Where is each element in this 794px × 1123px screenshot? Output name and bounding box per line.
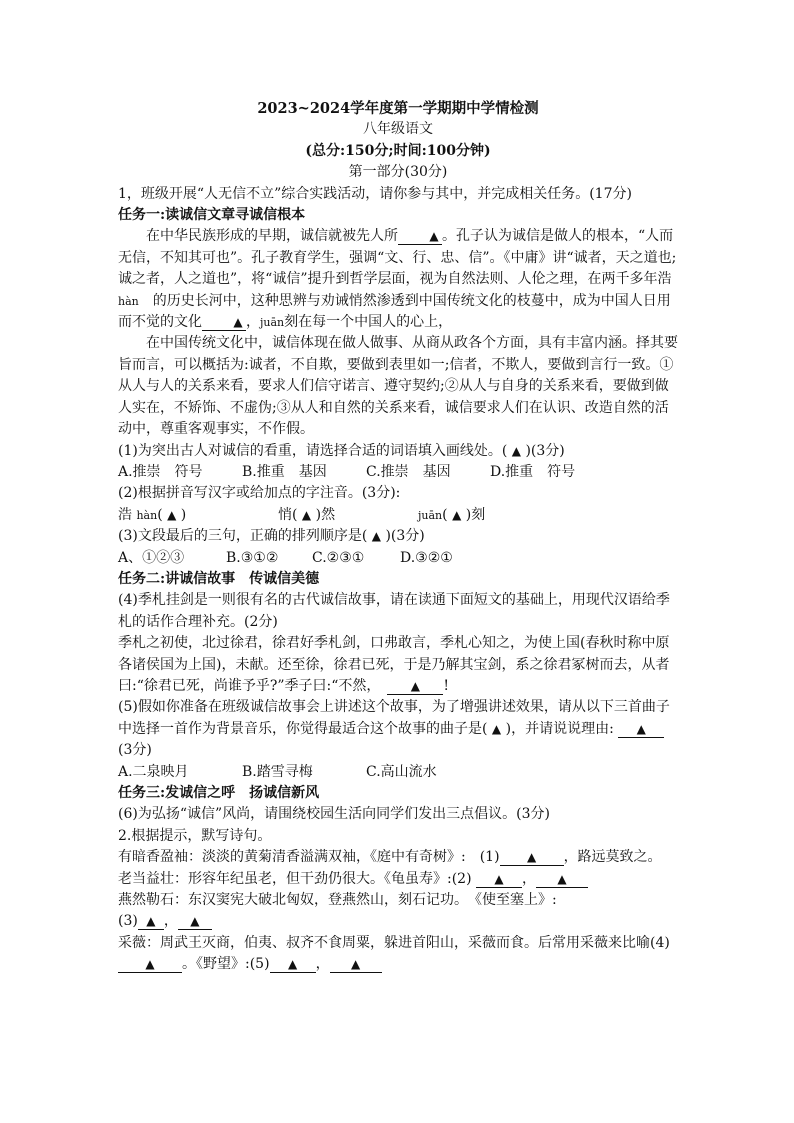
- answer-blank[interactable]: ▲: [476, 871, 522, 888]
- option-c[interactable]: C.②③①: [312, 549, 365, 566]
- answer-blank[interactable]: ▲: [330, 956, 382, 973]
- option-b[interactable]: B.踏雪寻梅: [242, 763, 313, 780]
- exam-title: 2023~2024学年度第一学期期中学情检测: [257, 100, 539, 117]
- subquestion-5: (5)假如你准备在班级诚信故事会上讲述这个故事，为了增强讲述效果，请从以下三首曲子中选择一首作为背景音乐，你觉得最适合这个故事的曲子是( ▲ )，并请说说理由: ▲ (3分): [118, 699, 670, 759]
- answer-blank[interactable]: ▲: [202, 314, 246, 331]
- part-heading: 第一部分(30分): [348, 164, 448, 181]
- answer-marker[interactable]: ▲: [491, 721, 502, 736]
- subquestion-3-options: [118, 548, 678, 569]
- poem-line-4: 采薇：周武王灭商，伯夷、叔齐不食周粟，躲进首阳山，采薇而食。后常用采薇来比喻(4)▲ 。《野望》:(5) ▲ ， ▲: [118, 934, 670, 973]
- item-juan[interactable]: juān( ▲ )刻: [418, 506, 486, 523]
- option-b[interactable]: B.推重 基因: [242, 463, 327, 480]
- answer-blank[interactable]: ▲: [536, 871, 588, 888]
- pinyin-han: hàn: [118, 294, 139, 308]
- option-c[interactable]: C.推崇 基因: [366, 463, 451, 480]
- option-d[interactable]: D.③②①: [400, 549, 453, 566]
- answer-blank[interactable]: ▲: [118, 956, 182, 973]
- task-3-title: 任务三:发诚信之呼 扬诚信新风: [118, 785, 320, 801]
- question-2-stem: 2.根据提示，默写诗句。: [118, 827, 272, 844]
- poem-line-1: 有暗香盈袖：淡淡的黄菊清香溢满双袖，《庭中有奇树》: (1) ▲ ，路远莫致之。: [118, 849, 662, 866]
- passage-paragraph-2: 在中国传统文化中，诚信体现在做人做事、从商从政各个方面，具有丰富内涵。择其要旨而言，可以概括为:诚者，不自欺，要做到表里如一;信者，不欺人，要做到言行一致。①从人与人的关系来看，要求人们信守诺言、遵守契约;②从人与自身的关系来看，要做到做人实在，不矫饰、不虚伪;③从人和自然的关系来看，诚信要求人们在认识、改造自然的活动中，尊重客观事实，不作假。: [118, 335, 678, 438]
- passage-paragraph-1: 在中华民族形成的早期，诚信就被先人所 ▲ 。孔子认为诚信是做人的根本，“人而无信，不知其可也”。孔子教育学生，强调“文、行、忠、信”。《中庸》讲“诚者，天之道也;诚之者，人之道也”，将“诚信”提升到哲学层面，视为自然法则、人伦之理，在两千多年浩 hàn 的历史长河中，这种思辨与劝诫悄然渗透到中国传统文化的枝蔓中，成为中国人日用而不觉的文化 ▲ ，juān刻在每一个中国人的心上，: [118, 228, 677, 331]
- answer-blank[interactable]: ▲: [500, 849, 564, 866]
- option-a[interactable]: A.推崇 符号: [118, 463, 203, 480]
- exam-meta: (总分:150分;时间:100分钟): [305, 142, 491, 159]
- item-han[interactable]: 浩 hàn( ▲ ): [118, 506, 187, 523]
- story-passage: 季札之初使，北过徐君，徐君好季札剑，口弗敢言，季札心知之，为使上国(春秋时称中原各诸侯国为上国)，未献。还至徐，徐君已死，于是乃解其宝剑，系之徐君冢树而去，从者曰:“徐君已死，尚谁予乎?”季子曰:“不然， ▲ !: [118, 635, 670, 694]
- exam-page: [118, 98, 678, 976]
- subquestion-3: (3)文段最后的三句，正确的排列顺序是( ▲ )(3分): [118, 528, 425, 545]
- option-b[interactable]: B.③①②: [226, 549, 279, 566]
- answer-blank[interactable]: ▲: [178, 913, 212, 930]
- answer-blank[interactable]: ▲: [270, 956, 316, 973]
- answer-blank[interactable]: ▲: [138, 913, 164, 930]
- answer-blank[interactable]: ▲: [387, 678, 443, 695]
- triangle-marker: ▲: [429, 229, 439, 244]
- option-c[interactable]: C.高山流水: [366, 763, 437, 780]
- option-a[interactable]: A.二泉映月: [118, 763, 189, 780]
- subquestion-2-items: [118, 505, 678, 526]
- poem-line-3: 燕然勒石：东汉窦宪大破北匈奴，登燕然山，刻石记功。 《使至塞上》: (3) ▲ ， ▲: [118, 892, 557, 930]
- subquestion-5-options: [118, 762, 678, 783]
- pinyin-juan: juān: [260, 316, 285, 330]
- answer-blank[interactable]: ▲: [618, 721, 664, 738]
- question-1-stem: 1，班级开展“人无信不立”综合实践活动，请你参与其中，并完成相关任务。(17分): [118, 185, 632, 202]
- subquestion-1: (1)为突出古人对诚信的看重，请选择合适的词语填入画线处。( ▲ )(3分): [118, 442, 565, 459]
- answer-marker[interactable]: ▲: [371, 529, 381, 544]
- option-a[interactable]: A、①②③: [118, 549, 185, 566]
- option-d[interactable]: D.推重 符号: [490, 463, 576, 480]
- answer-blank[interactable]: [398, 228, 442, 245]
- subquestion-2: (2)根据拼音写汉字或给加点的字注音。(3分):: [118, 485, 401, 502]
- subquestion-6: (6)为弘扬“诚信”风尚，请围绕校园生活向同学们发出三点倡议。(3分): [118, 806, 550, 823]
- exam-subject: 八年级语文: [363, 121, 433, 138]
- task-2-title: 任务二:讲诚信故事 传诚信美德: [118, 570, 320, 587]
- item-qiao[interactable]: 悄( ▲ )然: [278, 506, 336, 523]
- subquestion-1-options: [118, 462, 678, 483]
- task-1-title: 任务一:读诚信文章寻诚信根本: [118, 207, 306, 224]
- subquestion-4: (4)季札挂剑是一则很有名的古代诚信故事，请在读通下面短文的基础上，用现代汉语给季札的话作合理补充。(2分): [118, 592, 670, 630]
- poem-line-2: 老当益壮：形容年纪虽老，但干劲仍很大。《龟虽寿》:(2) ▲ ， ▲: [118, 869, 678, 890]
- answer-marker[interactable]: ▲: [511, 443, 521, 458]
